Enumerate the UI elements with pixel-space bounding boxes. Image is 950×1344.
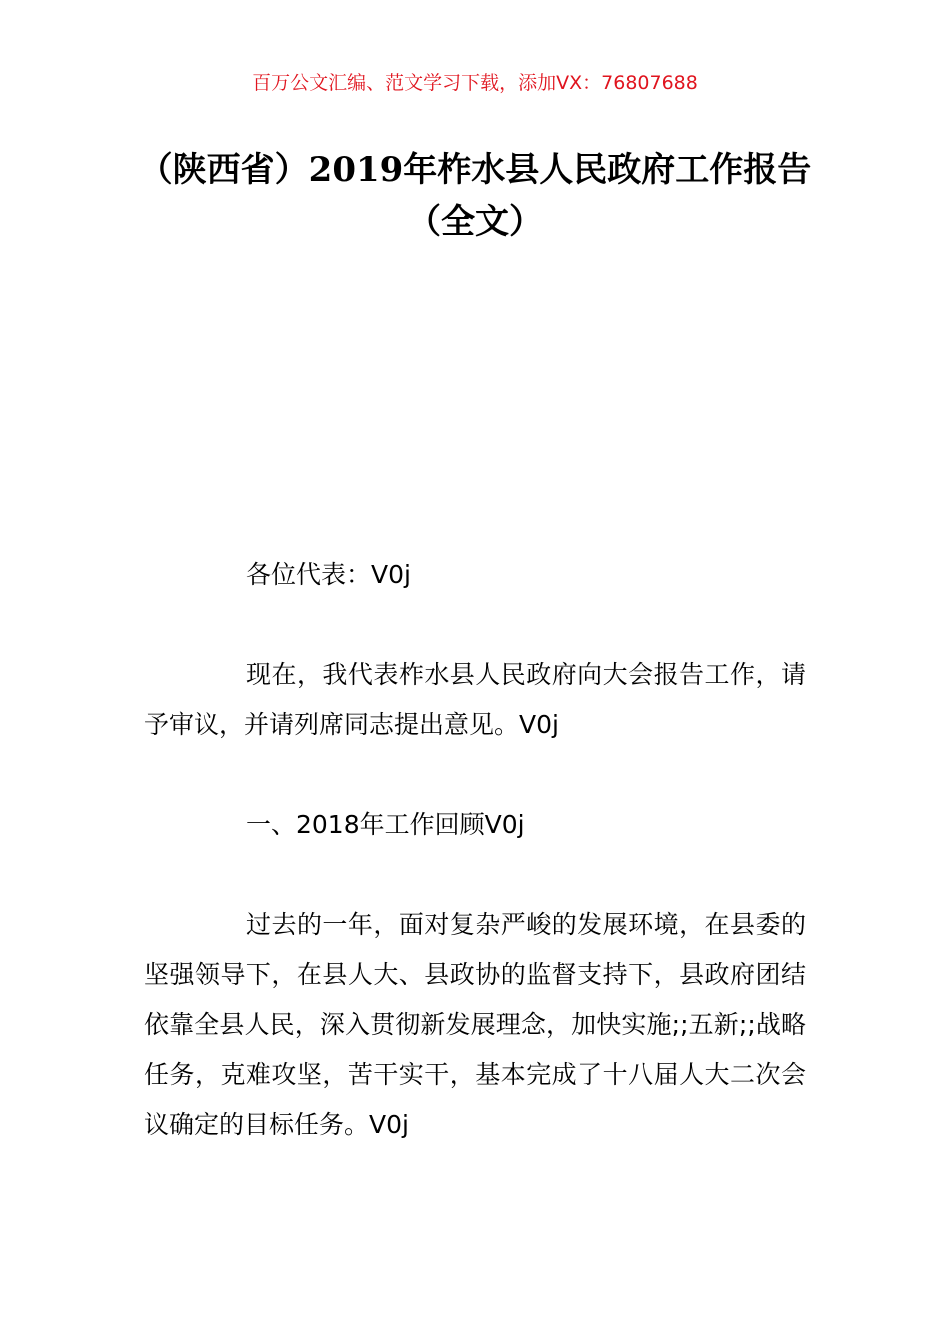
document-title: （陕西省）2019年柞水县人民政府工作报告（全文） (138, 150, 812, 242)
section-heading-text: 一、2018年工作回顾V0j (246, 810, 525, 839)
intro-text: 现在，我代表柞水县人民政府向大会报告工作，请予审议，并请列席同志提出意见。V0j (144, 660, 806, 739)
intro-paragraph (144, 650, 806, 750)
salutation-paragraph (144, 550, 806, 600)
salutation-text: 各位代表：V0j (246, 560, 411, 589)
header-watermark-note: 百万公文汇编、范文学习下载，添加VX：76807688 (252, 72, 698, 94)
section-heading-1 (144, 800, 806, 850)
review-text: 过去的一年，面对复杂严峻的发展环境，在县委的坚强领导下，在县人大、县政协的监督支持下，县政府团结依靠全县人民，深入贯彻新发展理念，加快实施;;五新;;战略任务，克难攻坚，苦干实干，基本完成了十八届人大二次会议确定的目标任务。V0j (144, 910, 806, 1139)
review-paragraph (144, 900, 806, 1150)
